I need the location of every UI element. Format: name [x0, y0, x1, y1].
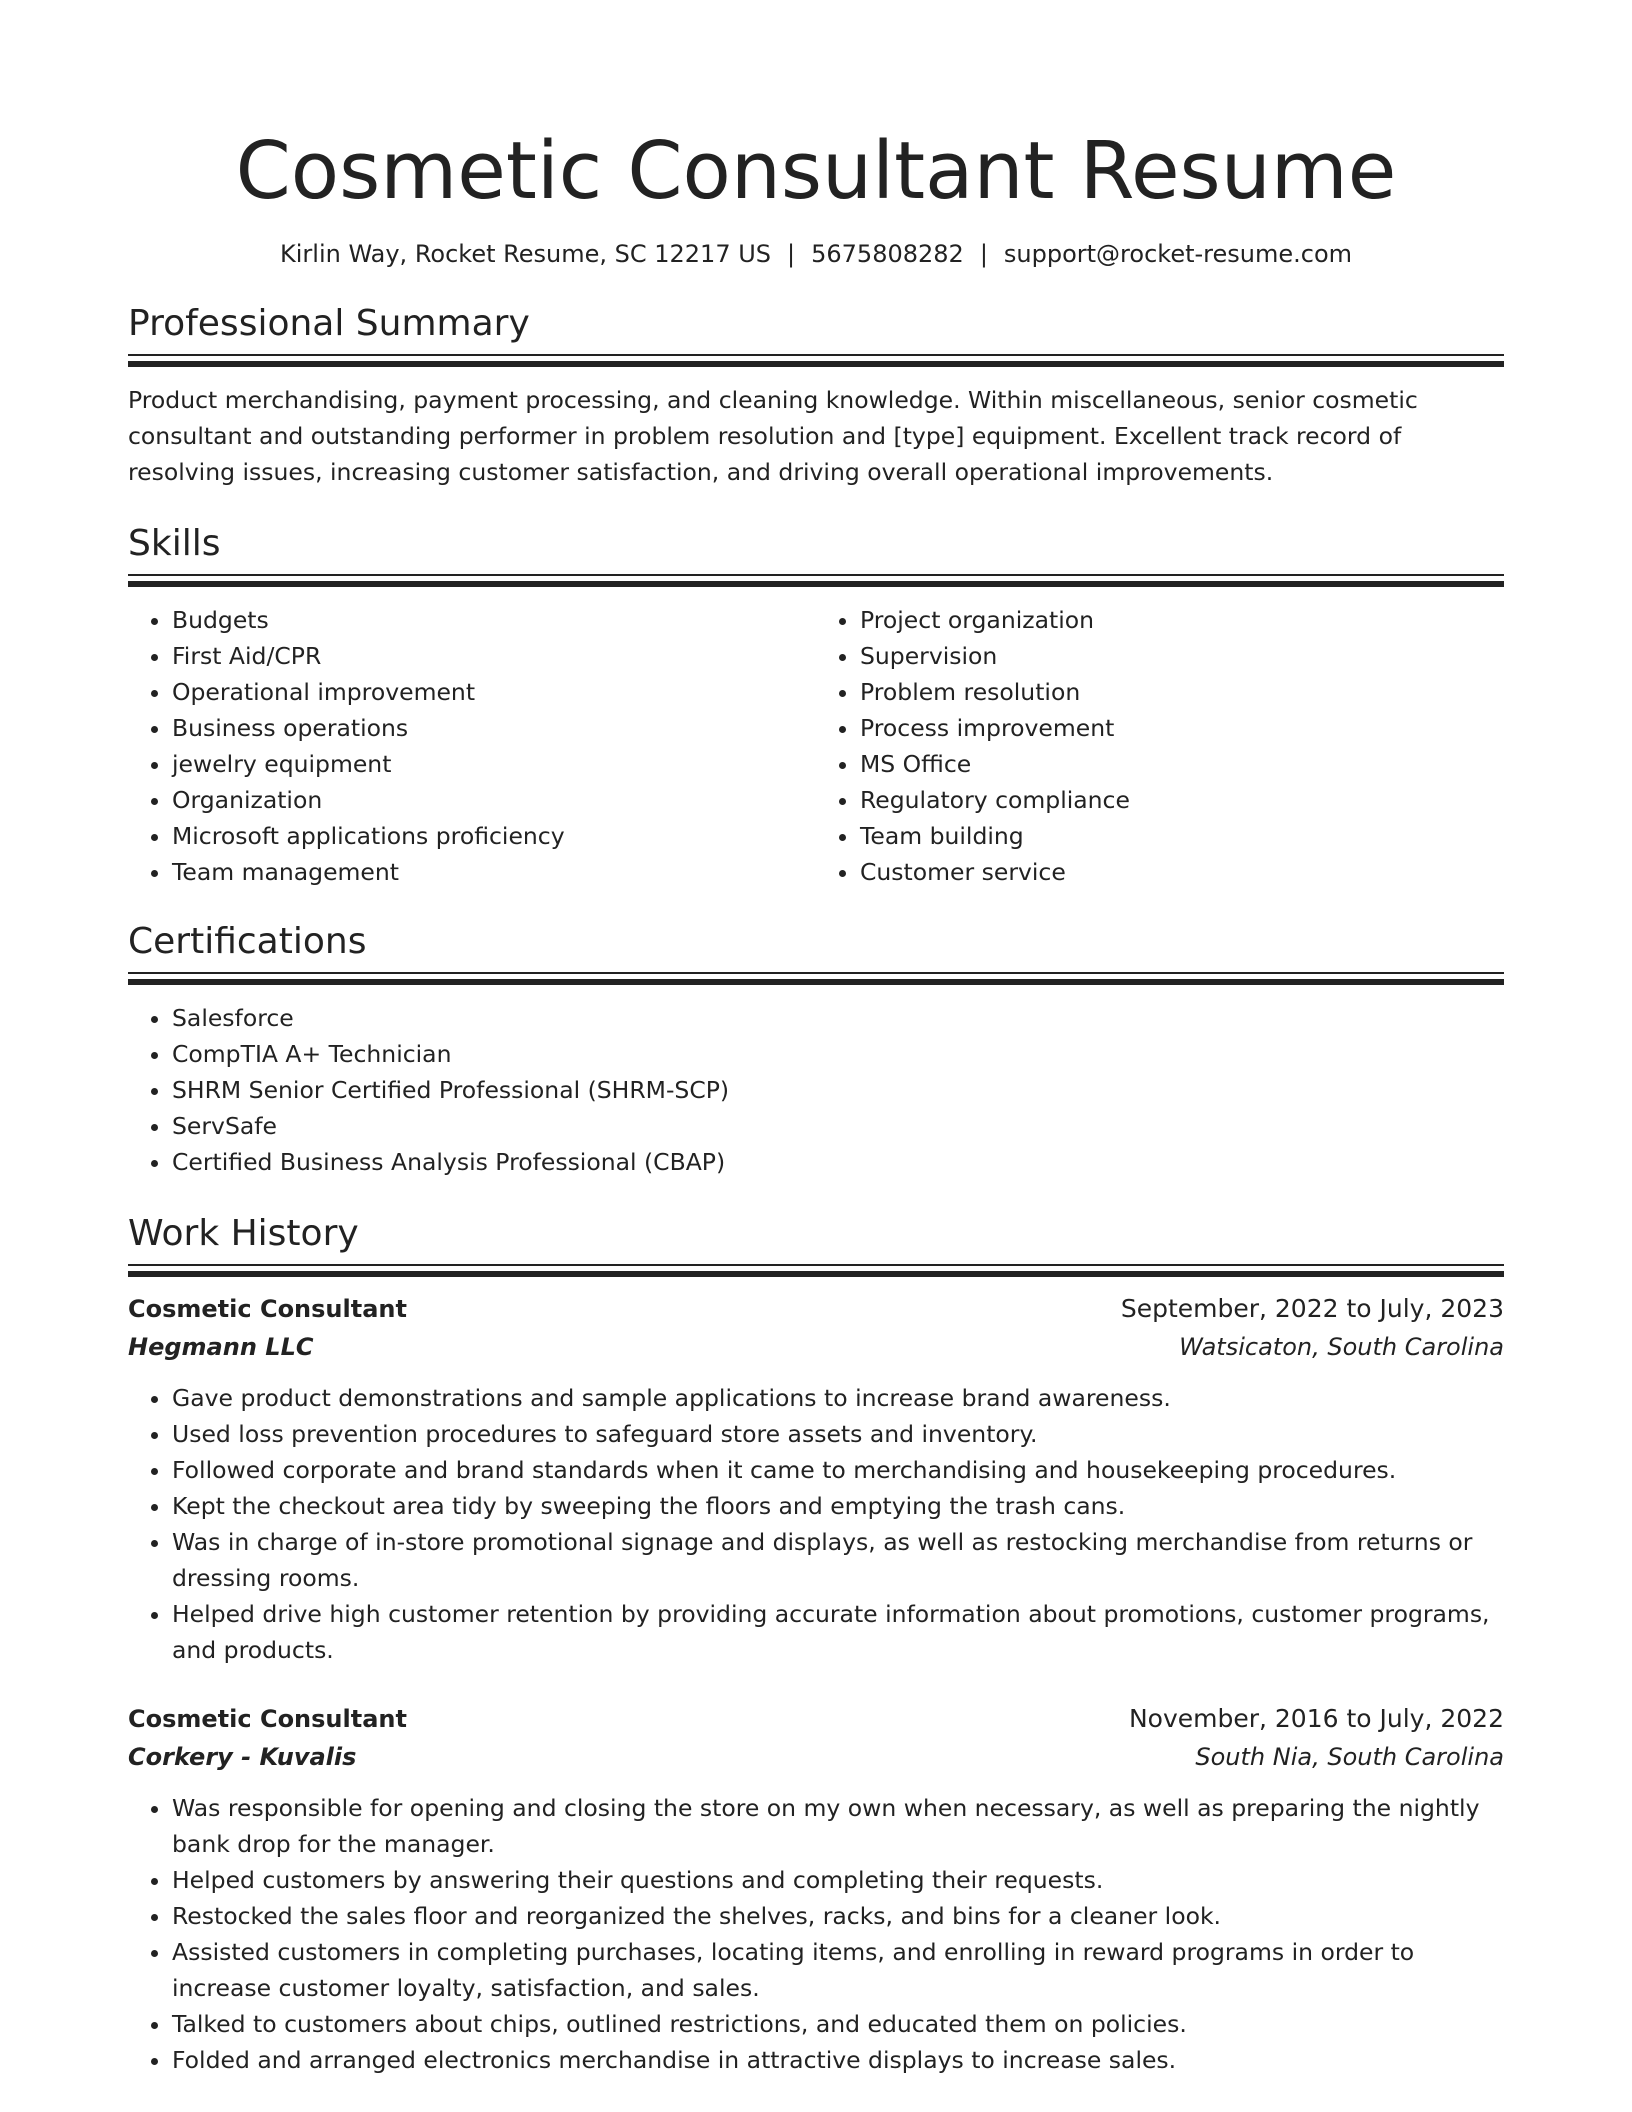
skill-item: • jewelry equipment	[172, 746, 816, 782]
job-bullet: • Kept the checkout area tidy by sweeping the floors and emptying the trash cans.	[172, 1488, 1504, 1524]
summary-text: Product merchandising, payment processing, and cleaning knowledge. Within miscellaneous, senior cosmetic consultant and outstanding performer in problem resolution and [type] equipment. Excellent track record of resolving issues, increasing customer satisfaction, and driving overall operational improvements.	[128, 386, 1418, 486]
job-bullet: • Assisted customers in completing purchases, locating items, and enrolling in reward programs in order to increase customer loyalty, satisfaction, and sales.	[172, 1934, 1504, 2006]
job-bullet: • Talked to customers about chips, outlined restrictions, and educated them on policies.	[172, 2006, 1504, 2042]
certification-item: • Certified Business Analysis Professional (CBAP)	[172, 1144, 1504, 1180]
certification-item: • ServSafe	[172, 1108, 1504, 1144]
job-bullet: • Restocked the sales floor and reorganized the shelves, racks, and bins for a cleaner look.	[172, 1898, 1504, 1934]
contact-line	[128, 238, 1504, 270]
certifications-list	[128, 1000, 1504, 1180]
job-entry	[128, 1700, 1504, 2078]
skill-item: • Process improvement	[860, 710, 1504, 746]
job-subheader	[128, 1738, 1504, 1776]
contact-separator: |	[979, 240, 988, 268]
job-company: Corkery - Kuvalis	[128, 1743, 357, 1771]
section-divider	[128, 972, 1504, 986]
job-bullet: • Was responsible for opening and closing the store on my own when necessary, as well as preparing the nightly bank drop for the manager.	[172, 1790, 1504, 1862]
skill-item: • MS Office	[860, 746, 1504, 782]
resume-page	[128, 0, 1504, 2078]
job-title: Cosmetic Consultant	[128, 1295, 407, 1323]
skill-item: • Team building	[860, 818, 1504, 854]
job-dates: September, 2022 to July, 2023	[1120, 1294, 1504, 1323]
section-divider	[128, 354, 1504, 368]
work-history-section	[128, 1210, 1504, 2078]
section-title-summary: Professional Summary	[128, 303, 530, 344]
skills-columns	[128, 602, 1504, 890]
skill-item: • Operational improvement	[172, 674, 816, 710]
skills-list-right	[816, 602, 1504, 890]
skill-item: • Regulatory compliance	[860, 782, 1504, 818]
certification-item: • CompTIA A+ Technician	[172, 1036, 1504, 1072]
section-title-work-history: Work History	[128, 1213, 359, 1254]
job-bullet: • Folded and arranged electronics merchandise in attractive displays to increase sales.	[172, 2042, 1504, 2078]
job-title: Cosmetic Consultant	[128, 1705, 407, 1733]
job-bullet: • Used loss prevention procedures to safeguard store assets and inventory.	[172, 1416, 1504, 1452]
resume-title: Cosmetic Consultant Resume	[235, 125, 1397, 217]
job-header	[128, 1290, 1504, 1328]
skill-item: • Project organization	[860, 602, 1504, 638]
skill-item: • Team management	[172, 854, 816, 890]
skill-item: • Customer service	[860, 854, 1504, 890]
job-subheader	[128, 1328, 1504, 1366]
job-entry	[128, 1290, 1504, 1668]
section-title-certifications: Certifications	[128, 921, 367, 962]
job-bullets	[128, 1380, 1504, 1668]
job-company: Hegmann LLC	[128, 1333, 314, 1361]
section-title-skills: Skills	[128, 523, 221, 564]
skill-item: • Problem resolution	[860, 674, 1504, 710]
certification-item: • SHRM Senior Certified Professional (SHRM-SCP)	[172, 1072, 1504, 1108]
skills-section	[128, 520, 1504, 890]
skill-item: • First Aid/CPR	[172, 638, 816, 674]
certification-item: • Salesforce	[172, 1000, 1504, 1036]
skill-item: • Supervision	[860, 638, 1504, 674]
skill-item: • Business operations	[172, 710, 816, 746]
section-divider	[128, 574, 1504, 588]
skill-item: • Microsoft applications proficiency	[172, 818, 816, 854]
contact-phone: 5675808282	[811, 240, 964, 268]
skill-item: • Budgets	[172, 602, 816, 638]
job-location: South Nia, South Carolina	[1195, 1743, 1504, 1771]
skill-item: • Organization	[172, 782, 816, 818]
contact-address: Kirlin Way, Rocket Resume, SC 12217 US	[280, 240, 772, 268]
section-divider	[128, 1264, 1504, 1278]
summary-section	[128, 300, 1504, 490]
job-bullet: • Was in charge of in-store promotional signage and displays, as well as restocking merchandise from returns or dressing rooms.	[172, 1524, 1504, 1596]
skills-list-left	[128, 602, 816, 890]
certifications-section	[128, 918, 1504, 1180]
job-bullet: • Gave product demonstrations and sample applications to increase brand awareness.	[172, 1380, 1504, 1416]
job-bullet: • Helped customers by answering their questions and completing their requests.	[172, 1862, 1504, 1898]
job-location: Watsicaton, South Carolina	[1179, 1333, 1504, 1361]
contact-separator: |	[787, 240, 796, 268]
job-bullet: • Helped drive high customer retention by providing accurate information about promotions, customer programs, and products.	[172, 1596, 1504, 1668]
contact-email: support@rocket-resume.com	[1003, 240, 1352, 268]
job-header	[128, 1700, 1504, 1738]
job-bullet: • Followed corporate and brand standards when it came to merchandising and housekeeping procedures.	[172, 1452, 1504, 1488]
job-bullets	[128, 1790, 1504, 2078]
job-dates: November, 2016 to July, 2022	[1128, 1704, 1504, 1733]
